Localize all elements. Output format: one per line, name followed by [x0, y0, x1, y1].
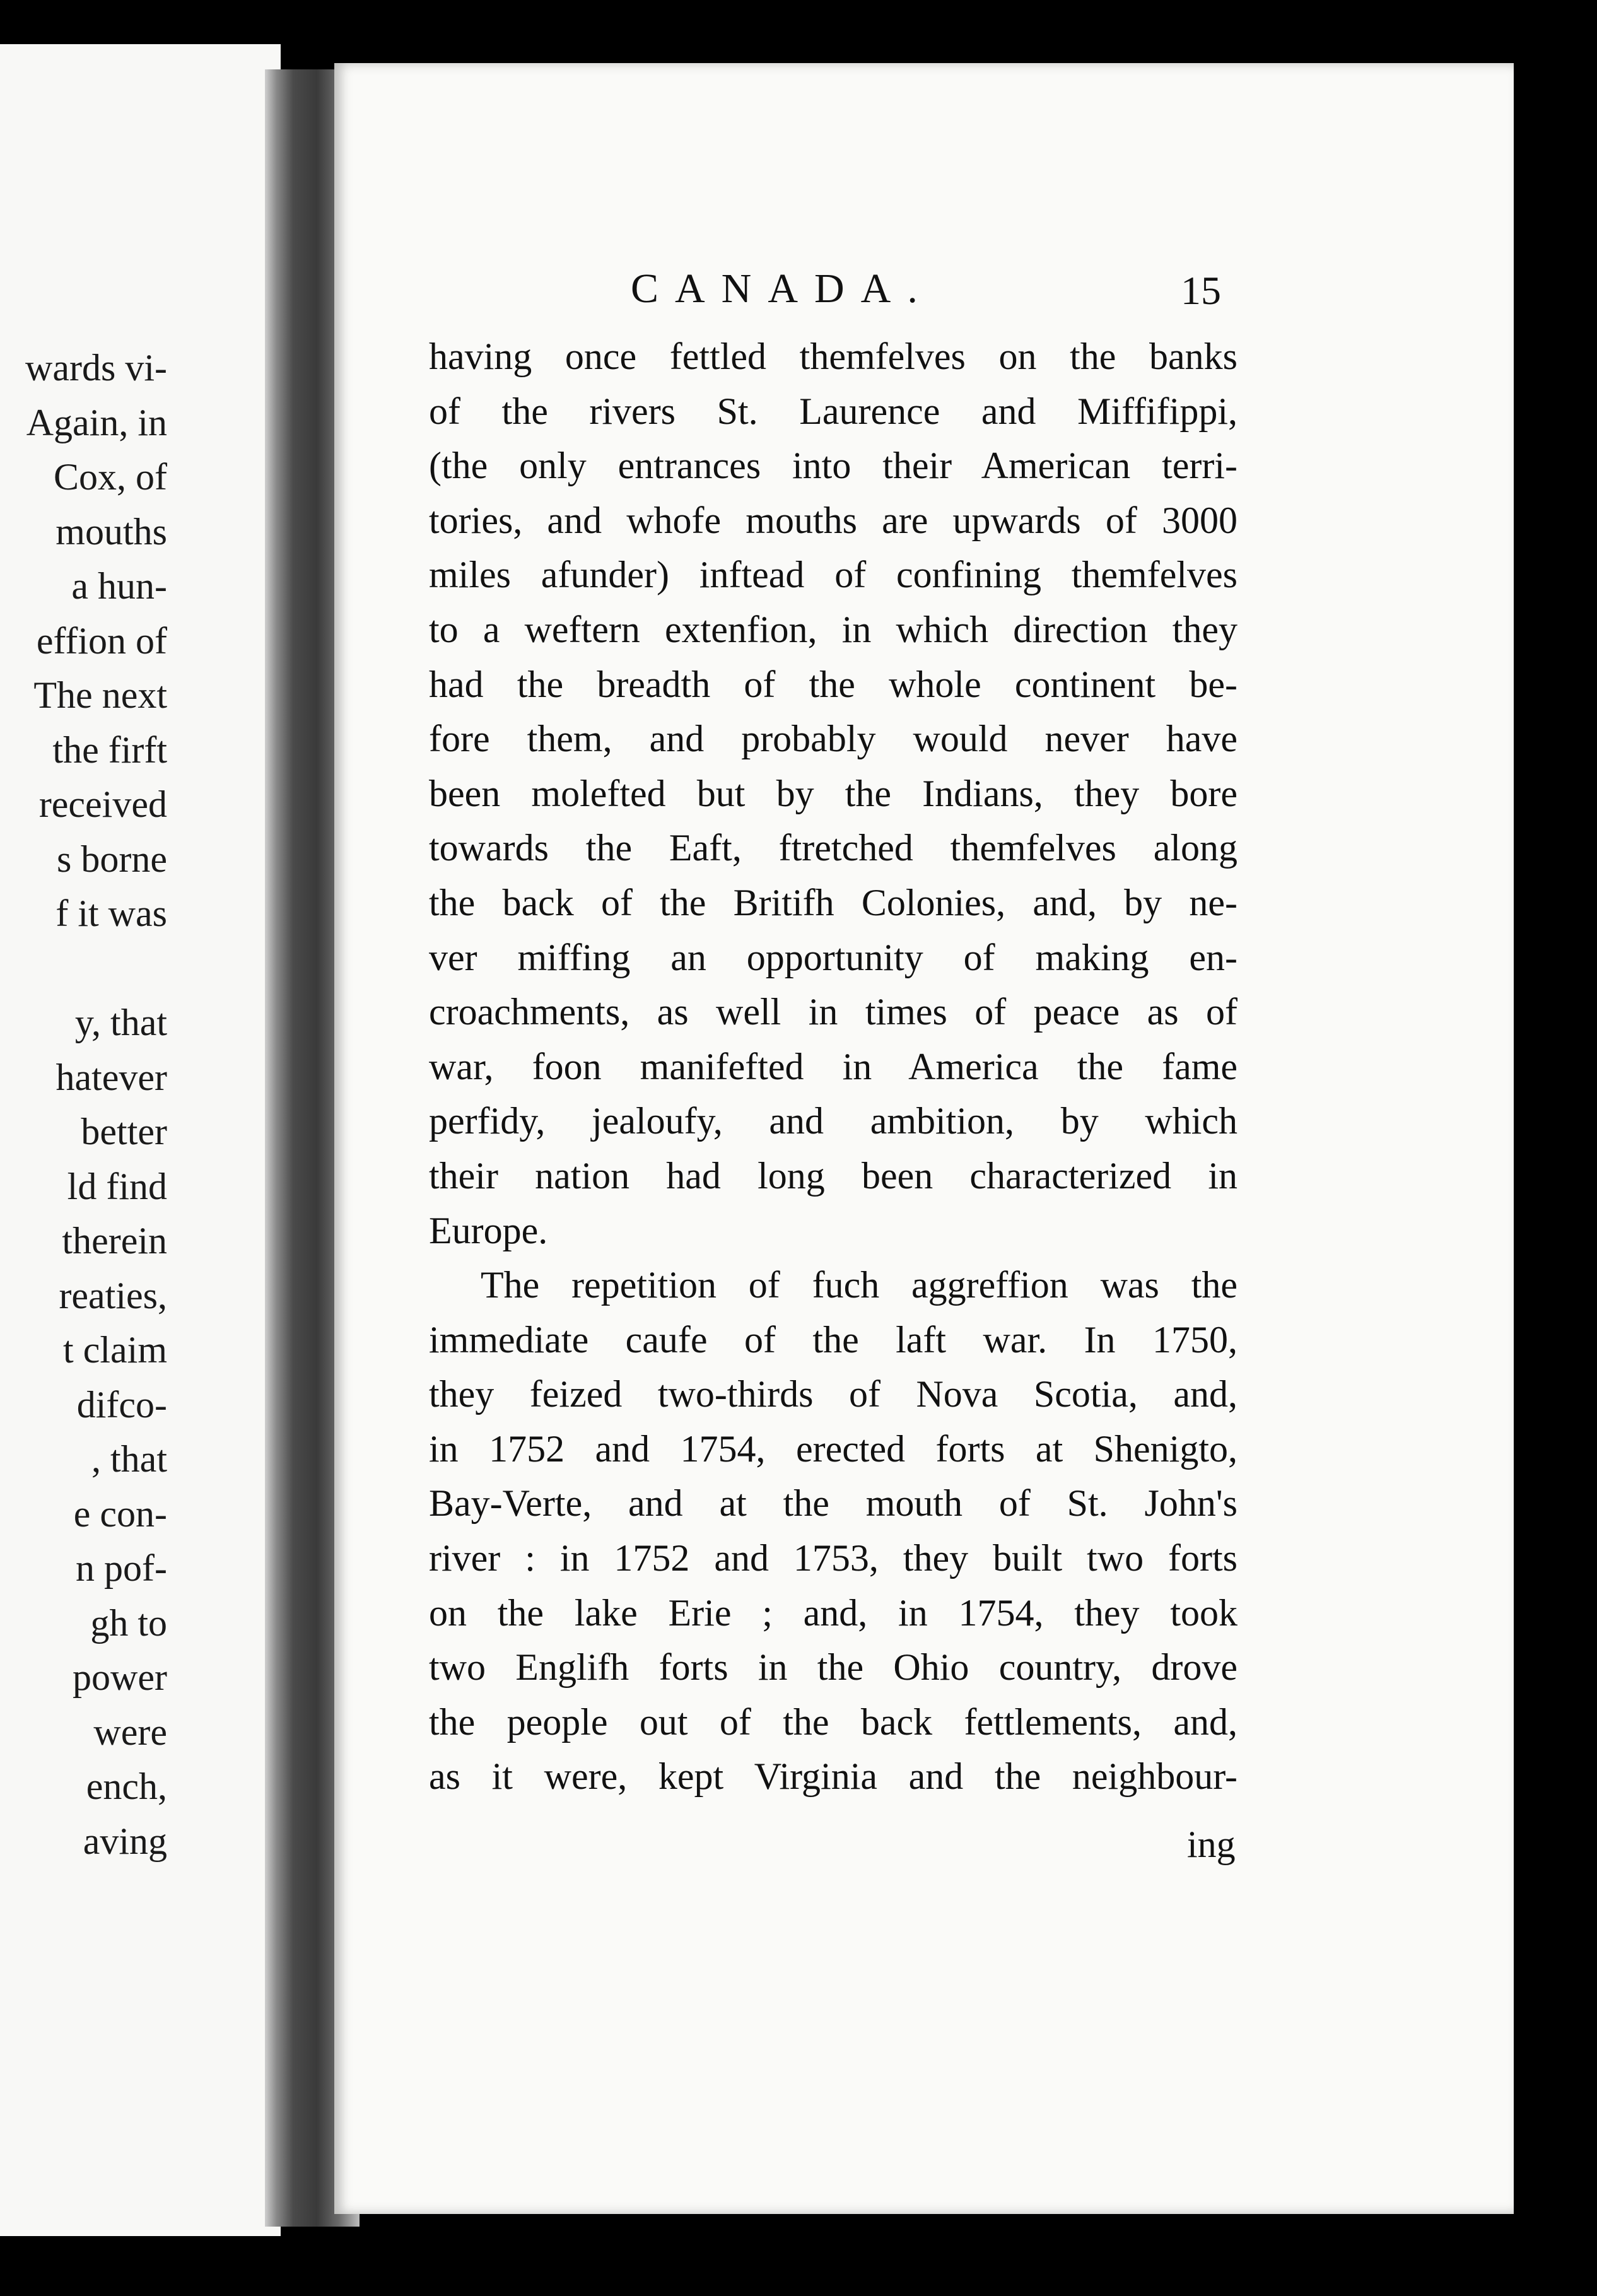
text-line: ver miffing an opportunity of making en-: [429, 936, 1237, 978]
text-line: (the only entrances into their American terri-: [429, 445, 1237, 487]
left-line: n pof-: [76, 1547, 167, 1589]
left-line: y, that: [74, 1002, 167, 1043]
text-line: been molefted but by the Indians, they bore: [429, 772, 1237, 814]
text-line: having once fettled themfelves on the banks: [429, 336, 1237, 377]
text-line: had the breadth of the whole continent be-: [429, 663, 1237, 705]
page-number: 15: [1181, 268, 1221, 313]
left-line: ench,: [86, 1766, 167, 1807]
text-line: immediate caufe of the laft war. In 1750,: [429, 1318, 1237, 1361]
left-line: Cox, of: [54, 456, 167, 498]
left-line: f it was: [56, 893, 167, 934]
text-line: the people out of the back fettlements, and,: [429, 1701, 1237, 1743]
text-line: on the lake Erie ; and, in 1754, they took: [429, 1591, 1237, 1634]
left-line: e con-: [73, 1492, 167, 1535]
text-line: to a weftern extenfion, in which direction they: [429, 608, 1237, 650]
text-line: the back of the Britifh Colonies, and, by ne-: [429, 881, 1237, 923]
text-line: fore them, and probably would never have: [429, 718, 1237, 760]
text-line: in 1752 and 1754, erected forts at Shenigto,: [429, 1427, 1237, 1470]
running-head: CANADA.: [631, 266, 934, 312]
text-line: towards the Eaft, ftretched themfelves along: [429, 827, 1237, 869]
text-line: their nation had long been characterized in: [429, 1154, 1237, 1197]
left-line: difco-: [76, 1383, 167, 1426]
text-line: tories, and whofe mouths are upwards of 3000: [429, 499, 1237, 541]
left-facing-page: [0, 44, 281, 2236]
text-line: of the rivers St. Laurence and Miffifippi,: [429, 390, 1237, 432]
catchword: ing: [1187, 1824, 1236, 1865]
text-line: perfidy, jealoufy, and ambition, by which: [429, 1100, 1237, 1142]
left-line: mouths: [56, 510, 167, 553]
left-line: [0, 941, 167, 996]
left-line: a hun-: [71, 565, 167, 607]
left-line: the firft: [52, 729, 167, 771]
left-line: The next: [33, 674, 167, 716]
left-line: better: [81, 1111, 167, 1152]
paragraph-start-line: The repetition of fuch aggreffion was the: [481, 1264, 1237, 1306]
text-line: Bay-Verte, and at the mouth of St. John's: [429, 1482, 1237, 1525]
left-line: , that: [91, 1438, 167, 1480]
left-line: s borne: [57, 838, 167, 880]
left-line: power: [73, 1656, 167, 1698]
left-line: Again, in: [26, 401, 167, 443]
left-line: ld find: [67, 1165, 167, 1207]
left-line: wards vi-: [25, 347, 167, 389]
text-line: Europe.: [429, 1209, 548, 1251]
text-line: croachments, as well in times of peace as of: [429, 991, 1237, 1033]
left-line: t claim: [63, 1329, 167, 1371]
text-line: miles afunder) inftead of confining themfelves: [429, 554, 1237, 596]
left-line: were: [93, 1711, 167, 1753]
left-line: received: [38, 783, 167, 825]
left-page-text: [0, 341, 167, 1868]
left-line: reaties,: [59, 1274, 167, 1316]
text-line: river : in 1752 and 1753, they built two forts: [429, 1537, 1237, 1579]
left-line: gh to: [90, 1602, 167, 1644]
text-line: they feized two-thirds of Nova Scotia, and,: [429, 1373, 1237, 1415]
left-line: therein: [62, 1220, 167, 1262]
left-line: aving: [83, 1820, 167, 1862]
text-line: war, foon manifefted in America the fame: [429, 1045, 1237, 1087]
left-line: effion of: [36, 619, 167, 662]
text-line: two Englifh forts in the Ohio country, drove: [429, 1646, 1237, 1689]
left-line: hatever: [56, 1056, 167, 1098]
text-line: as it were, kept Virginia and the neighbour-: [429, 1755, 1237, 1798]
body-text: [429, 329, 1237, 1804]
